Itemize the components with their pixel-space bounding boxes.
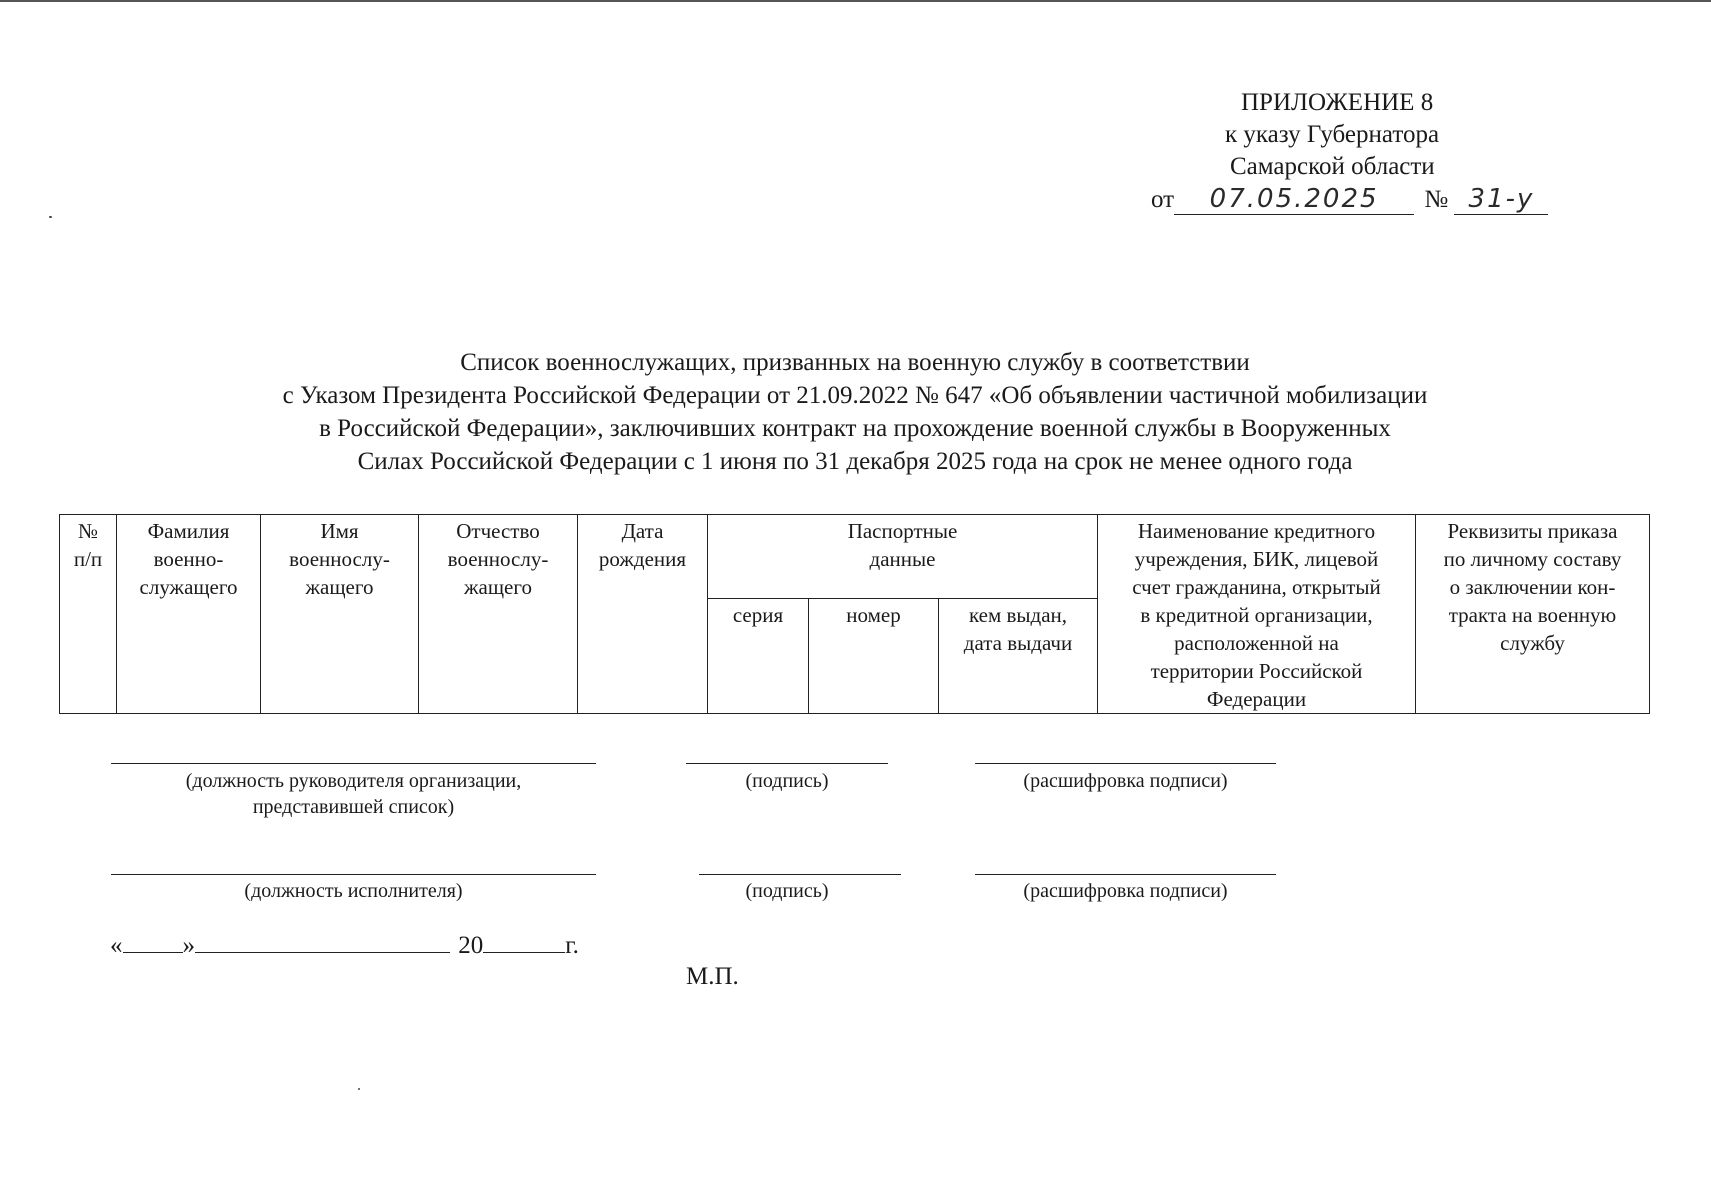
document-title xyxy=(150,346,1560,478)
header-bank xyxy=(1098,515,1416,714)
header-passport-line: Паспортные xyxy=(847,519,958,543)
header-surname-line: служащего xyxy=(139,575,238,599)
header-order-line: службу xyxy=(1500,631,1565,655)
header-patronymic-line: Отчество xyxy=(456,519,540,543)
scan-speck xyxy=(358,1088,360,1090)
header-name-line: Имя xyxy=(320,519,359,543)
head-position-caption xyxy=(111,768,596,820)
executor-position-blank xyxy=(111,874,596,875)
title-line-2: с Указом Президента Российской Федерации от 21.09.2022 № 647 «Об объявлении частичной мобилизации xyxy=(282,382,1428,409)
scan-top-edge xyxy=(0,0,1711,2)
handwritten-date: 07.05.2025 xyxy=(1174,184,1414,215)
year-blank xyxy=(483,930,565,953)
day-blank xyxy=(123,930,183,953)
stamp-place-label: М.П. xyxy=(686,963,739,990)
header-issued xyxy=(939,599,1098,714)
handwritten-number: 31-у xyxy=(1454,184,1548,215)
header-order-line: Реквизиты приказа xyxy=(1447,519,1618,543)
header-series xyxy=(708,599,809,714)
header-birthdate-line: Дата xyxy=(621,519,664,543)
header-issued-line: дата выдачи xyxy=(963,631,1073,656)
title-line-3: в Российской Федерации», заключивших контракт на прохождение военной службы в Вооруженных xyxy=(319,415,1391,442)
header-birthdate-line: рождения xyxy=(598,547,687,571)
decoding-2-blank xyxy=(975,874,1276,875)
header-bank-line: Наименование кредитного xyxy=(1137,519,1376,543)
header-order-line: по личному составу xyxy=(1443,547,1622,571)
header-name-line: военнослу- xyxy=(289,547,390,571)
header-issued-line: кем выдан, xyxy=(968,603,1068,628)
header-order xyxy=(1416,515,1650,714)
month-blank xyxy=(195,930,450,953)
number-prefix: № xyxy=(1424,186,1449,213)
header-surname-line: Фамилия xyxy=(147,519,230,543)
appendix-region-line: Самарской области xyxy=(1230,153,1435,180)
appendix-date-number-line xyxy=(1151,184,1548,215)
header-passport-line: данные xyxy=(869,547,936,571)
header-bank-line: учреждения, БИК, лицевой xyxy=(1134,547,1379,571)
header-order-line: тракта на военную xyxy=(1448,603,1617,627)
header-patronymic xyxy=(419,515,578,714)
date-prefix: от xyxy=(1151,186,1175,213)
appendix-decree-line: к указу Губернатора xyxy=(1225,121,1440,148)
header-num-line: п/п xyxy=(73,547,103,571)
appendix-title: ПРИЛОЖЕНИЕ 8 xyxy=(1241,89,1434,116)
header-birthdate xyxy=(578,515,708,714)
header-number-line: номер xyxy=(846,603,901,628)
header-number xyxy=(809,599,939,714)
decoding-1-blank xyxy=(975,763,1276,764)
head-position-line: (должность руководителя организации, xyxy=(185,770,522,792)
header-series-line: серия xyxy=(732,603,784,628)
title-line-4: Силах Российской Федерации с 1 июня по 31 декабря 2025 года на срок не менее одного года xyxy=(357,448,1353,475)
header-bank-line: расположенной на xyxy=(1174,631,1339,655)
title-line-1: Список военнослужащих, призванных на военную службу в соответствии xyxy=(460,349,1250,376)
head-position-line: представившей список) xyxy=(252,796,455,818)
header-num-line: № xyxy=(77,519,99,543)
header-patronymic-line: военнослу- xyxy=(447,547,549,571)
header-bank-line: в кредитной организации, xyxy=(1140,603,1373,627)
header-passport xyxy=(708,515,1098,599)
date-close-quote: » xyxy=(182,932,195,959)
header-bank-line: счет гражданина, открытый xyxy=(1132,575,1381,599)
header-num xyxy=(60,515,117,714)
year-century: 20 xyxy=(458,932,484,959)
header-bank-line: территории Российской xyxy=(1150,659,1363,683)
signature-1-caption: (подпись) xyxy=(745,770,829,792)
date-line xyxy=(110,930,579,961)
decoding-1-caption: (расшифровка подписи) xyxy=(1023,770,1228,792)
date-open-quote: « xyxy=(110,932,123,959)
executor-position-caption: (должность исполнителя) xyxy=(244,880,463,902)
header-surname-line: военно- xyxy=(153,547,224,571)
header-surname xyxy=(117,515,261,714)
year-suffix: г. xyxy=(565,932,579,959)
header-name xyxy=(261,515,419,714)
header-patronymic-line: жащего xyxy=(464,575,532,599)
scan-speck xyxy=(49,216,52,218)
servicemen-table xyxy=(59,514,1650,714)
signature-2-blank xyxy=(699,874,901,875)
head-position-blank xyxy=(111,763,596,764)
header-order-line: о заключении кон- xyxy=(1449,575,1616,599)
header-name-line: жащего xyxy=(305,575,374,599)
header-bank-line: Федерации xyxy=(1206,687,1307,711)
signature-1-blank xyxy=(686,763,888,764)
decoding-2-caption: (расшифровка подписи) xyxy=(1023,880,1228,902)
signature-2-caption: (подпись) xyxy=(745,880,829,902)
